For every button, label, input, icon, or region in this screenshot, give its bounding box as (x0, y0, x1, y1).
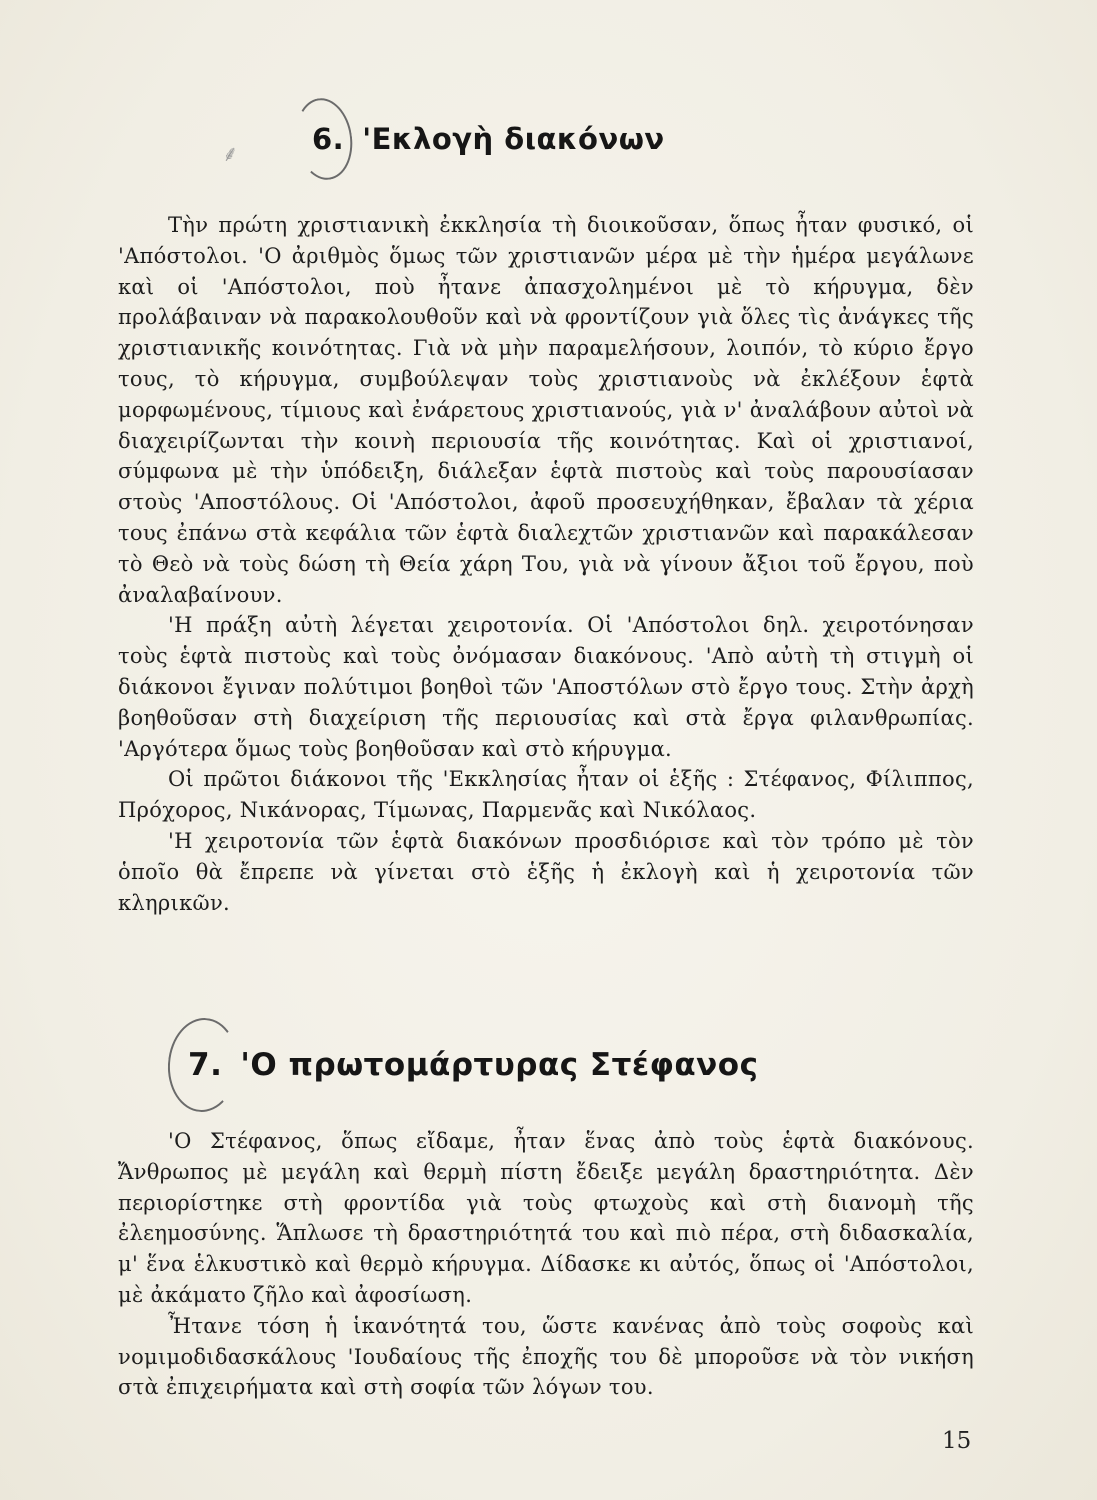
section-6-number: 6. (312, 122, 345, 156)
paragraph: Ἦτανε τόση ἡ ἱκανότητά του, ὥστε κανένας ἀπὸ τοὺς σοφοὺς καὶ νομιμοδιδασκάλους 'Ιουδαίους τῆς ἐποχῆς του δὲ μποροῦσε νὰ τὸν νικήση στὰ ἐπιχειρήματα καὶ στὴ σοφία τῶν λόγων του. (118, 1313, 974, 1400)
section-7-title: 'Ο πρωτομάρτυρας Στέφανος (240, 1047, 759, 1083)
section-7-number: 7. (188, 1047, 223, 1083)
page-number: 15 (942, 1428, 972, 1454)
section-6-title: 'Εκλογὴ διακόνων (362, 122, 665, 156)
paragraph: Τὴν πρώτη χριστιανικὴ ἐκκλησία τὴ διοικοῦσαν, ὅπως ἦταν φυσικό, οἱ 'Απόστολοι. 'Ο ἀριθμὸς ὅμως τῶν χριστιανῶν μέρα μὲ τὴν ἡμέρα μεγάλωνε καὶ οἱ 'Απόστολοι, ποὺ ἦτανε ἀπασχολημένοι μὲ τὸ κήρυγμα, δὲν προλάβαιναν νὰ παρακολουθοῦν καὶ νὰ φροντίζουν γιὰ ὅλες τὶς ἀνάγκες τῆς χριστιανικῆς κοινότητας. Γιὰ νὰ μὴν παραμελήσουν, λοιπόν, τὸ κύριο ἔργο τους, τὸ κήρυγμα, συμβούλεψαν τοὺς χριστιανοὺς νὰ ἐκλέξουν ἑφτὰ μορφωμένους, τίμιους καὶ ἐνάρετους χριστιανούς, γιὰ ν' ἀναλάβουν αὐτοὶ νὰ διαχειρίζωνται τὴν κοινὴ περιουσία τῆς κοινότητας. Καὶ οἱ χριστιανοί, σύμφωνα μὲ τὴν ὑπόδειξη, διάλεξαν ἑφτὰ πιστοὺς καὶ τοὺς παρουσίασαν στοὺς 'Αποστόλους. Οἱ 'Απόστολοι, ἀφοῦ προσευχήθηκαν, ἔβαλαν τὰ χέρια τους ἐπάνω στὰ κεφάλια τῶν ἑφτὰ διαλεχτῶν χριστιανῶν καὶ παρακάλεσαν τὸ Θεὸ νὰ τοὺς δώση τὴ Θεία χάρη Του, γιὰ νὰ γίνουν ἄξιοι τοῦ ἔργου, ποὺ ἀναλαβαίνουν. (118, 213, 974, 607)
section-7-heading (188, 1047, 758, 1083)
section-6-body (118, 210, 974, 918)
pencil-smudge-mark: ⸙ (222, 142, 239, 167)
paragraph: 'Ο Στέφανος, ὅπως εἴδαμε, ἦταν ἕνας ἀπὸ τοὺς ἑφτὰ διακόνους. Ἄνθρωπος μὲ μεγάλη καὶ θερμὴ πίστη ἔδειξε μεγάλη δραστηριότητα. Δὲν περιορίστηκε στὴ φροντίδα γιὰ τοὺς φτωχοὺς καὶ στὴ διανομὴ τῆς ἐλεημοσύνης. Ἅπλωσε τὴ δραστηριότητά του καὶ πιὸ πέρα, στὴ διδασκαλία, μ' ἕνα ἑλκυστικὸ καὶ θερμὸ κήρυγμα. Δίδασκε κι αὐτός, ὅπως οἱ 'Απόστολοι, μὲ ἀκάματο ζῆλο καὶ ἀφοσίωση. (118, 1129, 974, 1307)
section-7-body (118, 1126, 974, 1403)
paragraph: Οἱ πρῶτοι διάκονοι τῆς 'Εκκλησίας ἦταν οἱ ἑξῆς : Στέφανος, Φίλιππος, Πρόχορος, Νικάνορας, Τίμωνας, Παρμενᾶς καὶ Νικόλαος. (118, 767, 974, 823)
paragraph: 'Η πράξη αὐτὴ λέγεται χειροτονία. Οἱ 'Απόστολοι δηλ. χειροτόνησαν τοὺς ἑφτὰ πιστοὺς καὶ τοὺς ὀνόμασαν διακόνους. 'Απὸ αὐτὴ τὴ στιγμὴ οἱ διάκονοι ἔγιναν πολύτιμοι βοηθοὶ τῶν 'Αποστόλων στὸ ἔργο τους. Στὴν ἀρχὴ βοηθοῦσαν στὴ διαχείριση τῆς περιουσίας καὶ στὰ ἔργα φιλανθρωπίας. 'Αργότερα ὅμως τοὺς βοηθοῦσαν καὶ στὸ κήρυγμα. (118, 613, 974, 761)
section-6-heading (312, 122, 665, 156)
paragraph: 'Η χειροτονία τῶν ἑφτὰ διακόνων προσδιόρισε καὶ τὸν τρόπο μὲ τὸν ὁποῖο θὰ ἔπρεπε νὰ γίνεται στὸ ἑξῆς ἡ ἐκλογὴ καὶ ἡ χειροτονία τῶν κληρικῶν. (118, 828, 974, 915)
